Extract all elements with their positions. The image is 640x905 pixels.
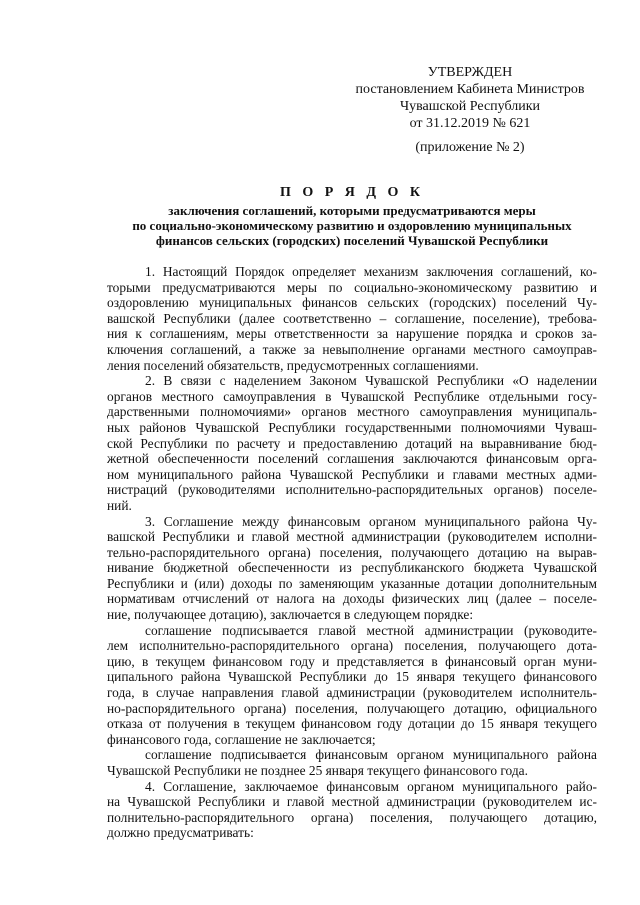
paragraph-line: вашской Республики и главой местной администрации (руководителем исполни- — [107, 529, 597, 545]
paragraph-line: тельно-распорядительного органа) поселения, получающего дотацию на вырав- — [107, 544, 597, 560]
paragraph-line: но-распорядительного органа) поселения, получающего дотацию, официального — [107, 700, 597, 716]
paragraph-line: органов местного самоуправления в Чувашской Республике отдельными госу- — [107, 388, 597, 404]
title-subtitle-line: по социально-экономическому развитию и оздоровлению муниципальных — [132, 218, 572, 233]
paragraph-line: соглашение подписывается финансовым органом муниципального района — [145, 747, 597, 763]
paragraph-line: 4. Соглашение, заключаемое финансовым органом муниципального райо- — [145, 778, 597, 794]
document-body — [107, 264, 597, 841]
paragraph-line: нивание бюджетной обеспеченности из республиканского бюджета Чувашской — [107, 560, 597, 576]
paragraph — [107, 779, 597, 841]
paragraph-line: полнительно-распорядительного органа) поселения, получающего дотацию, — [107, 809, 597, 825]
title-word: П О Р Я Д О К — [279, 185, 425, 200]
approval-line: постановлением Кабинета Министров — [355, 82, 585, 97]
document-title — [92, 183, 612, 248]
approval-line: Чувашской Республики — [399, 99, 541, 114]
paragraph-line: вашской Республики (далее соответственно – соглашение, поселение), требова- — [107, 310, 597, 326]
paragraph-line: отказа от получения в текущем финансовом году дотации до 15 января текущего — [107, 716, 597, 732]
paragraph-line: Республики и (или) доходы по заменяющим указанные дотации дополнительным — [107, 575, 597, 591]
paragraph-line: соглашение подписывается главой местной администрации (руководите- — [145, 622, 597, 638]
paragraph-line: ние, получающее дотацию), заключается в следующем порядке: — [107, 607, 474, 623]
paragraph — [107, 747, 597, 778]
paragraph-line: жетной обеспеченности поселений соглашения заключаются финансовым орга- — [107, 451, 597, 467]
paragraph-line: ской Республики по расчету и предоставлению дотаций на выравнивание бюд- — [107, 435, 597, 451]
paragraph-line: нормативам отчислений от налога на доходы физических лиц (далее – поселе- — [107, 591, 597, 607]
paragraph-line: ключения соглашений, а также за невыполнение органами местного самоуправ- — [107, 341, 597, 357]
title-subtitle-line: заключения соглашений, которыми предусматриваются меры — [168, 203, 536, 218]
paragraph-line: нистраций (руководителями исполнительно-распорядительных органов) поселе- — [107, 482, 597, 498]
paragraph — [107, 623, 597, 748]
paragraph-line: 1. Настоящий Порядок определяет механизм заключения соглашений, ко- — [145, 264, 597, 279]
paragraph-line: Чувашской Республики не позднее 25 января текущего финансового года. — [107, 763, 528, 778]
paragraph-line: цию, в текущем финансовом году и представляется в финансовый орган муни- — [107, 653, 597, 669]
paragraph-line: на Чувашской Республики и главой местной администрации (руководителем ис- — [107, 794, 597, 810]
approval-line: УТВЕРЖДЕН — [427, 65, 513, 80]
appendix-note: (приложение № 2) — [415, 140, 525, 155]
title-subtitle-line: финансов сельских (городских) поселений Чувашской Республики — [155, 233, 549, 248]
paragraph-line: должно предусматривать: — [107, 825, 254, 841]
approval-line: от 31.12.2019 № 621 — [409, 116, 531, 131]
paragraph-line: ципального района Чувашской Республики до 15 января текущего финансового — [107, 669, 597, 685]
paragraph-line: ном муниципального района Чувашской Республики и главами местных адми- — [107, 466, 597, 482]
approval-stamp — [340, 64, 600, 132]
paragraph-line: ных районов Чувашской Республики государственными полномочиями Чуваш- — [107, 419, 597, 435]
paragraph-line: 3. Соглашение между финансовым органом муниципального района Чу- — [145, 513, 597, 529]
paragraph-line: 2. В связи с наделением Законом Чувашской Республики «О наделении — [145, 373, 597, 389]
paragraph-line: ния к соглашениям, меры ответственности за нарушение порядка и сроков за- — [107, 326, 597, 342]
paragraph-line: года, в случае направления главой администрации (руководителем исполнитель- — [107, 685, 597, 701]
paragraph — [107, 514, 597, 623]
paragraph-line: ний. — [107, 497, 132, 513]
paragraph-line: дарственными полномочиями» органов местного самоуправления муниципаль- — [107, 404, 597, 420]
paragraph-line: торыми предусматриваются меры по социально-экономическому развитию и — [107, 279, 597, 295]
paragraph-line: оздоровлению муниципальных финансов сельских (городских) поселений Чу- — [107, 295, 597, 311]
paragraph-line: финансового года, соглашение не заключается; — [107, 731, 376, 747]
paragraph-line: ления поселений обязательств, предусмотренных соглашениями. — [107, 357, 479, 373]
paragraph — [107, 264, 597, 373]
paragraph — [107, 373, 597, 513]
paragraph-line: лем исполнительно-распорядительного органа) поселения, получающего дота- — [107, 638, 597, 654]
